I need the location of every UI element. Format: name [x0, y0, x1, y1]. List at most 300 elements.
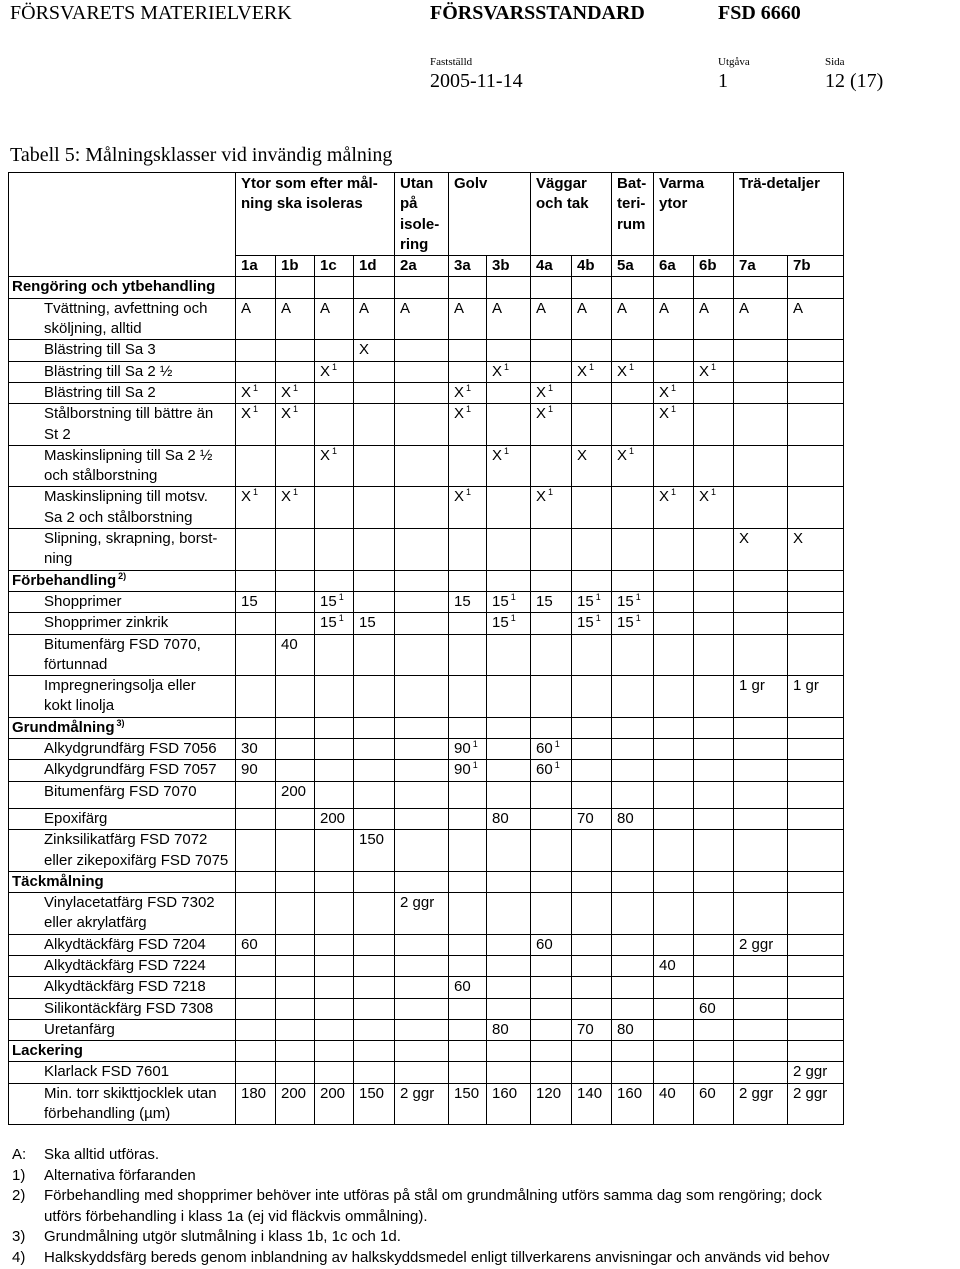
cell-1a	[236, 340, 276, 361]
cell-3b	[487, 277, 531, 298]
cell-1d	[354, 529, 395, 571]
cell-3a	[449, 570, 487, 591]
cell-4a	[531, 781, 572, 808]
table-row	[9, 808, 844, 829]
cell-4a	[531, 717, 572, 738]
cell-6b	[694, 487, 734, 529]
cell-6b	[694, 934, 734, 955]
cell-4b	[572, 1041, 612, 1062]
cell-5a	[612, 340, 654, 361]
cell-1c	[315, 529, 354, 571]
cell-value: 40	[659, 956, 676, 974]
cell-2a	[395, 382, 449, 403]
cell-4b	[572, 487, 612, 529]
table-row	[9, 977, 844, 998]
table-row	[9, 591, 844, 612]
footnote-ref: 1	[338, 613, 344, 624]
footnote-line: Alternativa förfaranden	[44, 1166, 196, 1184]
footnote-ref: 1	[671, 487, 677, 498]
cell-6a	[654, 445, 694, 487]
group-header-line: på	[400, 195, 418, 213]
table-row	[9, 676, 844, 718]
cell-value: X	[536, 383, 547, 401]
footnote-ref: 1	[332, 445, 338, 456]
cell-2a	[395, 977, 449, 998]
cell-2a	[395, 1041, 449, 1062]
footnote-ref: 1	[629, 361, 635, 372]
approved-label: Fastställd	[430, 56, 473, 68]
cell-4a	[531, 934, 572, 955]
cell-2a	[395, 808, 449, 829]
row-label-line: sköljning, alltid	[44, 320, 142, 338]
cell-5a	[612, 830, 654, 872]
cell-4a	[531, 445, 572, 487]
cell-value: X	[281, 488, 292, 506]
cell-2a	[395, 934, 449, 955]
section-label	[9, 871, 236, 892]
cell-1a	[236, 1083, 276, 1125]
row-label	[9, 613, 236, 634]
footnote-line: Förbehandling med shopprimer behöver inte utföras på stål om grundmålning utförs samma dag som rengöring; dock	[44, 1187, 822, 1205]
footnote-ref: 3)	[116, 717, 125, 728]
row-label-line: Shopprimer	[44, 592, 122, 610]
cell-7a	[734, 781, 788, 808]
cell-5a	[612, 634, 654, 676]
row-label-line: Blästring till Sa 2	[44, 383, 156, 401]
cell-4a	[531, 808, 572, 829]
row-label-line: Impregneringsolja eller	[44, 677, 196, 695]
cell-2a	[395, 570, 449, 591]
class-code-1b: 1b	[276, 256, 315, 277]
cell-7a	[734, 1041, 788, 1062]
cell-6a	[654, 808, 694, 829]
cell-6b	[694, 830, 734, 872]
cell-value: X	[320, 362, 331, 380]
cell-1c	[315, 382, 354, 403]
cell-value: 1 gr	[739, 677, 765, 695]
table-row	[9, 1083, 844, 1125]
cell-4b	[572, 830, 612, 872]
cell-value: X	[659, 383, 670, 401]
group-header-line: Utan	[400, 175, 434, 192]
footnote-ref: 1	[472, 760, 478, 771]
footnote-ref: 1	[293, 404, 299, 415]
row-label	[9, 1083, 236, 1125]
organization-name: FÖRSVARETS MATERIELVERK	[10, 2, 292, 24]
row-label	[9, 487, 236, 529]
cell-1b	[276, 955, 315, 976]
row-label	[9, 298, 236, 340]
cell-1d	[354, 445, 395, 487]
row-label-line: St 2	[44, 425, 71, 443]
cell-4b	[572, 1083, 612, 1125]
cell-7b	[788, 404, 844, 446]
cell-3b	[487, 1062, 531, 1083]
row-label-line: Alkydtäckfärg FSD 7224	[44, 956, 206, 974]
cell-6b	[694, 1083, 734, 1125]
cell-1b	[276, 808, 315, 829]
row-label-line: Alkydtäckfärg FSD 7204	[44, 935, 206, 953]
footnotes	[12, 1145, 829, 1269]
cell-value: X	[454, 405, 465, 423]
row-label-line: Uretanfärg	[44, 1020, 115, 1038]
cell-4b	[572, 361, 612, 382]
footnote-line: Halkskyddsfärg bereds genom inblandning av halkskyddsmedel enligt tillverkarens anvisningar och används vid behov	[44, 1248, 830, 1266]
row-label	[9, 808, 236, 829]
footnote-ref: 1	[554, 760, 560, 771]
cell-7a	[734, 717, 788, 738]
cell-7a	[734, 1019, 788, 1040]
cell-1a	[236, 760, 276, 781]
cell-value: 60	[536, 935, 553, 953]
row-label-line: Shopprimer zinkrik	[44, 614, 169, 632]
cell-5a	[612, 676, 654, 718]
cell-3a	[449, 529, 487, 571]
cell-4b	[572, 998, 612, 1019]
cell-3a	[449, 277, 487, 298]
class-code-2a: 2a	[395, 256, 449, 277]
class-code-4a: 4a	[531, 256, 572, 277]
cell-value: A	[536, 299, 547, 317]
cell-6b	[694, 404, 734, 446]
cell-1a	[236, 445, 276, 487]
cell-1c	[315, 998, 354, 1019]
cell-1d	[354, 1083, 395, 1125]
table-row	[9, 298, 844, 340]
cell-7a	[734, 934, 788, 955]
cell-value: 2 ggr	[739, 935, 774, 953]
cell-1c	[315, 404, 354, 446]
table-row	[9, 739, 844, 760]
cell-5a	[612, 1041, 654, 1062]
cell-2a	[395, 298, 449, 340]
cell-1c	[315, 1041, 354, 1062]
cell-value: A	[400, 299, 411, 317]
group-header-line: Varma	[659, 175, 705, 192]
cell-1b	[276, 893, 315, 935]
cell-value: 90	[454, 761, 471, 779]
row-label	[9, 382, 236, 403]
cell-value: 15	[536, 592, 553, 610]
cell-7b	[788, 871, 844, 892]
cell-value: 70	[577, 809, 594, 827]
cell-value: 2 ggr	[793, 1063, 828, 1081]
cell-2a	[395, 760, 449, 781]
cell-1d	[354, 934, 395, 955]
row-label-line: Blästring till Sa 3	[44, 341, 156, 359]
cell-7b	[788, 977, 844, 998]
cell-3a	[449, 1041, 487, 1062]
group-header-row	[9, 173, 844, 256]
cell-7b	[788, 361, 844, 382]
cell-7b	[788, 893, 844, 935]
table-row	[9, 893, 844, 935]
cell-7a	[734, 893, 788, 935]
cell-5a	[612, 613, 654, 634]
group-header-line: Trä-detaljer	[739, 175, 820, 192]
cell-3b	[487, 739, 531, 760]
footnote-ref: 1	[338, 591, 344, 602]
cell-5a	[612, 277, 654, 298]
cell-1a	[236, 382, 276, 403]
row-label	[9, 404, 236, 446]
class-code-1d: 1d	[354, 256, 395, 277]
cell-1b	[276, 445, 315, 487]
footnote-ref: 1	[554, 739, 560, 750]
footnote-ref: 1	[466, 487, 472, 498]
cell-1d	[354, 808, 395, 829]
cell-5a	[612, 998, 654, 1019]
cell-2a	[395, 361, 449, 382]
cell-4b	[572, 676, 612, 718]
cell-3b	[487, 529, 531, 571]
cell-3b	[487, 676, 531, 718]
cell-1b	[276, 570, 315, 591]
cell-7a	[734, 1062, 788, 1083]
cell-1a	[236, 591, 276, 612]
cell-4a	[531, 760, 572, 781]
cell-4b	[572, 717, 612, 738]
cell-7a	[734, 340, 788, 361]
cell-1a	[236, 361, 276, 382]
cell-value: 180	[241, 1084, 267, 1102]
cell-value: 15	[359, 614, 376, 632]
cell-7b	[788, 340, 844, 361]
section-row	[9, 277, 844, 298]
cell-2a	[395, 613, 449, 634]
table-row	[9, 1019, 844, 1040]
edition-number: 1	[718, 70, 728, 92]
class-code-7a: 7a	[734, 256, 788, 277]
row-label-line: Maskinslipning till Sa 2 ½	[44, 446, 213, 464]
cell-7a	[734, 998, 788, 1019]
cell-value: 150	[359, 1084, 385, 1102]
row-label	[9, 781, 236, 808]
cell-value: 200	[320, 1084, 346, 1102]
footnote-ref: 1	[253, 404, 259, 415]
row-label-line: Alkydgrundfärg FSD 7057	[44, 761, 217, 779]
cell-1b	[276, 529, 315, 571]
cell-2a	[395, 529, 449, 571]
table-row	[9, 1062, 844, 1083]
cell-6b	[694, 298, 734, 340]
row-label	[9, 445, 236, 487]
row-label-line: förtunnad	[44, 655, 108, 673]
cell-1b	[276, 298, 315, 340]
cell-3a	[449, 781, 487, 808]
row-label-line: Bitumenfärg FSD 7070	[44, 782, 197, 800]
cell-5a	[612, 808, 654, 829]
cell-1c	[315, 591, 354, 612]
cell-value: 2 ggr	[793, 1084, 828, 1102]
cell-7a	[734, 277, 788, 298]
cell-value: 15	[454, 592, 471, 610]
cell-value: 15	[241, 592, 258, 610]
footnote-ref: 1	[589, 361, 595, 372]
cell-1b	[276, 781, 315, 808]
cell-3a	[449, 977, 487, 998]
cell-4b	[572, 739, 612, 760]
footnote-ref: 1	[548, 487, 554, 498]
cell-1a	[236, 634, 276, 676]
cell-3a	[449, 955, 487, 976]
cell-7a	[734, 739, 788, 760]
cell-1c	[315, 570, 354, 591]
table-row	[9, 781, 844, 808]
cell-1a	[236, 955, 276, 976]
cell-1a	[236, 676, 276, 718]
cell-6a	[654, 361, 694, 382]
cell-1c	[315, 781, 354, 808]
row-label-line: Vinylacetatfärg FSD 7302	[44, 894, 215, 912]
row-label	[9, 739, 236, 760]
cell-3b	[487, 977, 531, 998]
footnote-ref: 1	[635, 591, 641, 602]
cell-4a	[531, 487, 572, 529]
cell-1d	[354, 634, 395, 676]
cell-value: X	[454, 488, 465, 506]
cell-4a	[531, 893, 572, 935]
cell-4a	[531, 529, 572, 571]
cell-6a	[654, 487, 694, 529]
cell-value: X	[659, 405, 670, 423]
cell-2a	[395, 634, 449, 676]
cell-7b	[788, 1041, 844, 1062]
cell-3b	[487, 298, 531, 340]
footnote-text	[44, 1227, 401, 1248]
cell-5a	[612, 1019, 654, 1040]
table-row	[9, 830, 844, 872]
cell-3b	[487, 487, 531, 529]
cell-1b	[276, 1041, 315, 1062]
cell-value: A	[454, 299, 465, 317]
cell-1d	[354, 1019, 395, 1040]
row-label	[9, 1062, 236, 1083]
cell-value: 80	[492, 809, 509, 827]
cell-1a	[236, 739, 276, 760]
cell-3b	[487, 781, 531, 808]
footnote-ref: 1	[510, 591, 516, 602]
cell-value: 60	[536, 761, 553, 779]
cell-7a	[734, 676, 788, 718]
section-label	[9, 277, 236, 298]
footnote-ref: 1	[332, 361, 338, 372]
cell-7b	[788, 808, 844, 829]
footnote-marker: A:	[12, 1146, 27, 1163]
footnote-ref: 1	[504, 361, 510, 372]
group-header-cell	[654, 173, 734, 256]
cell-1d	[354, 998, 395, 1019]
row-label-line: Min. torr skikttjocklek utan	[44, 1084, 217, 1102]
cell-4b	[572, 277, 612, 298]
cell-4b	[572, 591, 612, 612]
row-label	[9, 760, 236, 781]
row-label	[9, 529, 236, 571]
footnote-ref: 1	[711, 361, 717, 372]
cell-1a	[236, 934, 276, 955]
cell-6b	[694, 613, 734, 634]
cell-7b	[788, 1083, 844, 1125]
table-row	[9, 613, 844, 634]
cell-6b	[694, 277, 734, 298]
cell-value: 15	[617, 592, 634, 610]
footnote	[12, 1186, 829, 1227]
cell-6a	[654, 977, 694, 998]
cell-6b	[694, 955, 734, 976]
page-number: 12 (17)	[825, 70, 884, 92]
edition-label: Utgåva	[718, 56, 750, 68]
cell-3b	[487, 955, 531, 976]
cell-4b	[572, 934, 612, 955]
section-title: Rengöring och ytbehandling	[12, 278, 216, 296]
cell-5a	[612, 871, 654, 892]
cell-1c	[315, 955, 354, 976]
cell-2a	[395, 1083, 449, 1125]
cell-value: X	[536, 405, 547, 423]
cell-1a	[236, 893, 276, 935]
footnote-marker: 3)	[12, 1228, 26, 1246]
cell-value: X	[281, 405, 292, 423]
cell-7a	[734, 808, 788, 829]
cell-7a	[734, 361, 788, 382]
cell-value: 2 ggr	[400, 894, 435, 912]
cell-value: A	[793, 299, 804, 317]
cell-3b	[487, 404, 531, 446]
cell-1a	[236, 1019, 276, 1040]
cell-7b	[788, 676, 844, 718]
class-code-3b: 3b	[487, 256, 531, 277]
cell-3a	[449, 760, 487, 781]
cell-2a	[395, 1019, 449, 1040]
group-header-cell	[236, 173, 395, 256]
cell-6b	[694, 340, 734, 361]
cell-2a	[395, 676, 449, 718]
row-label-line: Silikontäckfärg FSD 7308	[44, 999, 214, 1017]
cell-7b	[788, 955, 844, 976]
cell-7a	[734, 830, 788, 872]
row-label-line: Zinksilikatfärg FSD 7072	[44, 831, 208, 849]
cell-4a	[531, 613, 572, 634]
cell-value: 2 ggr	[739, 1084, 774, 1102]
row-label-line: Bitumenfärg FSD 7070,	[44, 635, 201, 653]
cell-1c	[315, 934, 354, 955]
table-row	[9, 760, 844, 781]
cell-1c	[315, 340, 354, 361]
cell-6a	[654, 830, 694, 872]
cell-6a	[654, 1041, 694, 1062]
cell-6b	[694, 871, 734, 892]
cell-value: 30	[241, 740, 258, 758]
section-row	[9, 1041, 844, 1062]
cell-value: 60	[699, 1084, 716, 1102]
cell-3a	[449, 808, 487, 829]
footnote-line: Ska alltid utföras.	[44, 1146, 160, 1163]
cell-6a	[654, 404, 694, 446]
document-number: FSD 6660	[718, 2, 801, 24]
cell-3a	[449, 1083, 487, 1125]
cell-7b	[788, 613, 844, 634]
class-code-7b: 7b	[788, 256, 844, 277]
cell-2a	[395, 1062, 449, 1083]
cell-value: X	[492, 362, 503, 380]
row-label	[9, 934, 236, 955]
cell-value: 15	[577, 592, 594, 610]
cell-1a	[236, 570, 276, 591]
table-row	[9, 998, 844, 1019]
cell-4a	[531, 404, 572, 446]
cell-3b	[487, 717, 531, 738]
footnote-ref: 1	[711, 487, 717, 498]
